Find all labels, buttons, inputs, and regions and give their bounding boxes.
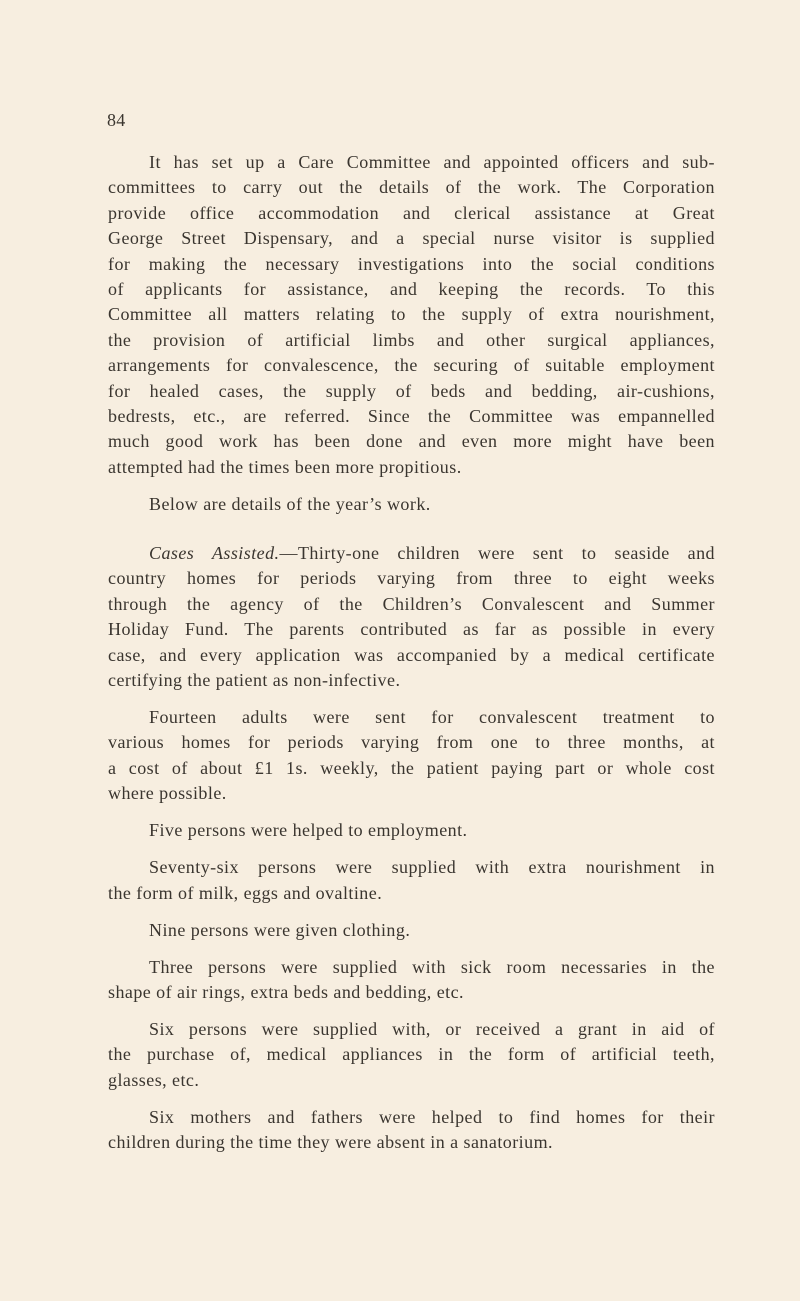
line-text: Seventy-six persons were supplied with extra nourishment in bbox=[149, 857, 715, 878]
text-line bbox=[108, 566, 715, 591]
text-line bbox=[108, 455, 715, 480]
text-line bbox=[108, 328, 715, 353]
line-text: much good work has been done and even more might have been bbox=[108, 431, 715, 452]
text-line bbox=[108, 643, 715, 668]
text-line bbox=[108, 617, 715, 642]
text-line bbox=[108, 379, 715, 404]
paragraph bbox=[108, 541, 715, 693]
text-line bbox=[108, 730, 715, 755]
line-text: Committee all matters relating to the supply of extra nourishment, bbox=[108, 304, 715, 325]
line-text: for healed cases, the supply of beds and bedding, air-cushions, bbox=[108, 380, 715, 401]
line-text: children during the time they were absent in a sanatorium. bbox=[108, 1132, 553, 1153]
text-line bbox=[108, 353, 715, 378]
text-line bbox=[108, 781, 715, 806]
text-line bbox=[108, 175, 715, 200]
paragraph bbox=[108, 918, 715, 943]
text-line bbox=[108, 541, 715, 566]
line-text: attempted had the times been more propitious. bbox=[108, 456, 462, 477]
text-line bbox=[108, 756, 715, 781]
line-text: glasses, etc. bbox=[108, 1069, 200, 1090]
text-line bbox=[108, 918, 715, 943]
line-text: bedrests, etc., are referred. Since the Committee was empannelled bbox=[108, 405, 715, 426]
line-text: It has set up a Care Committee and appointed officers and sub- bbox=[149, 152, 715, 172]
text-line bbox=[108, 1130, 715, 1155]
line-text: the purchase of, medical appliances in the form of artificial teeth, bbox=[108, 1044, 715, 1065]
text-line bbox=[108, 855, 715, 880]
paragraph bbox=[108, 855, 715, 906]
paragraph bbox=[108, 1017, 715, 1093]
body-text bbox=[108, 150, 715, 1167]
line-text: Six mothers and fathers were helped to find homes for their bbox=[149, 1106, 715, 1127]
paragraph bbox=[108, 150, 715, 480]
line-text: committees to carry out the details of the work. The Corporation bbox=[108, 177, 715, 198]
text-line bbox=[108, 201, 715, 226]
text-line bbox=[108, 1105, 715, 1130]
line-text: Three persons were supplied with sick room necessaries in the bbox=[149, 956, 715, 977]
line-text: shape of air rings, extra beds and bedding, etc. bbox=[108, 981, 464, 1002]
paragraph bbox=[108, 1105, 715, 1156]
line-text: certifying the patient as non-infective. bbox=[108, 670, 401, 691]
text-line bbox=[108, 881, 715, 906]
line-text: of applicants for assistance, and keeping the records. To this bbox=[108, 278, 715, 299]
text-line bbox=[108, 1017, 715, 1042]
text-line bbox=[108, 1068, 715, 1093]
text-line bbox=[108, 818, 715, 843]
line-text: the provision of artificial limbs and other surgical appliances, bbox=[108, 329, 715, 350]
line-text: Below are details of the year’s work. bbox=[149, 493, 431, 514]
text-line bbox=[108, 302, 715, 327]
paragraph bbox=[108, 955, 715, 1006]
text-line bbox=[108, 980, 715, 1005]
text-line bbox=[108, 668, 715, 693]
paragraph bbox=[108, 492, 715, 517]
text-line bbox=[108, 404, 715, 429]
line-text: where possible. bbox=[108, 783, 227, 804]
line-text: Five persons were helped to employment. bbox=[149, 820, 468, 841]
section-heading: Cases Assisted. bbox=[149, 543, 280, 564]
text-line bbox=[108, 150, 715, 175]
line-text: Six persons were supplied with, or received a grant in aid of bbox=[149, 1018, 715, 1039]
line-text: Nine persons were given clothing. bbox=[149, 919, 411, 940]
text-line bbox=[108, 277, 715, 302]
text-line bbox=[108, 955, 715, 980]
line-text: the form of milk, eggs and ovaltine. bbox=[108, 882, 383, 903]
text-line bbox=[108, 429, 715, 454]
line-text: case, and every application was accompanied by a medical certificate bbox=[108, 644, 715, 665]
text-line bbox=[108, 226, 715, 251]
line-text: various homes for periods varying from one to three months, at bbox=[108, 732, 715, 753]
text-line bbox=[108, 492, 715, 517]
line-text: —Thirty-one children were sent to seaside and bbox=[279, 543, 715, 564]
text-line bbox=[108, 1042, 715, 1067]
page-number: 84 bbox=[107, 110, 126, 130]
line-text: Holiday Fund. The parents contributed as far as possible in every bbox=[108, 619, 715, 640]
line-text: George Street Dispensary, and a special nurse visitor is supplied bbox=[108, 228, 715, 249]
text-line bbox=[108, 252, 715, 277]
line-text: through the agency of the Children’s Convalescent and Summer bbox=[108, 593, 715, 614]
line-text: a cost of about £1 1s. weekly, the patient paying part or whole cost bbox=[108, 757, 715, 778]
line-text: country homes for periods varying from three to eight weeks bbox=[108, 568, 715, 589]
line-text: arrangements for convalescence, the securing of suitable employment bbox=[108, 355, 715, 376]
text-line bbox=[108, 592, 715, 617]
paragraph bbox=[108, 818, 715, 843]
line-text: Fourteen adults were sent for convalescent treatment to bbox=[149, 707, 715, 727]
text-line bbox=[108, 705, 715, 730]
line-text: provide office accommodation and clerical assistance at Great bbox=[108, 202, 715, 223]
line-text: for making the necessary investigations into the social conditions bbox=[108, 253, 715, 274]
paragraph bbox=[108, 705, 715, 807]
